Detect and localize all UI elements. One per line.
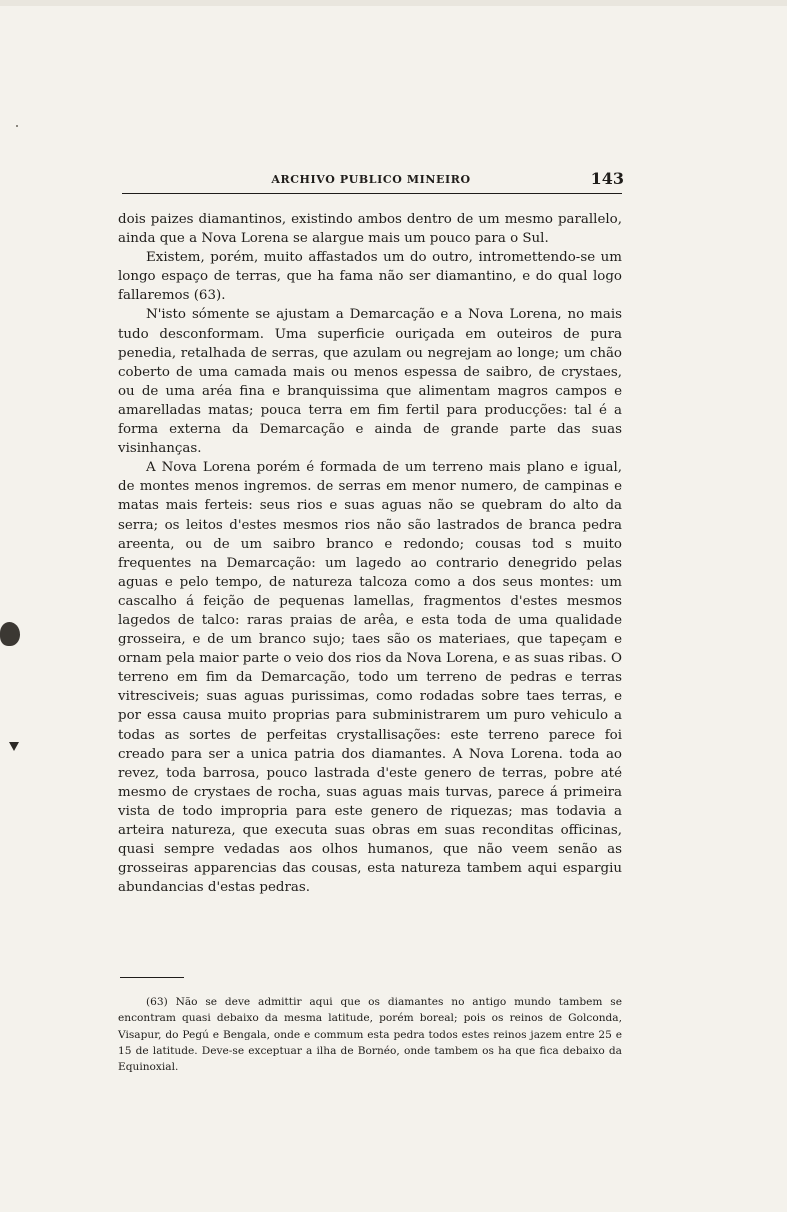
paragraph-4: A Nova Lorena porém é formada de um terreno mais plano e igual, de montes menos ingremos. de serras em menor numero, de campinas e matas mais ferteis: seus rios e suas aguas não se quebram do alto da serra; os leitos d'estes mesmos rios não são lastrados de branca pedra areenta, ou de um saibro branco e redondo; cousas tod s muito frequentes na Demarcação: um lagedo ao contrario denegrido pelas aguas e pelo tempo, de natureza talcoza como a dos seus montes: um cascalho á feição de pequenas lamellas, fragmentos d'estes mesmos lagedos de talco: raras praias de arêa, e esta toda de uma qualidade grosseira, e de um branco sujo; taes são os materiaes, que tapeçam e ornam pela maior parte o veio dos rios da Nova Lorena, e as suas ribas. O terreno em fim da Demarcação, todo um terreno de pedras e terras vitresciveis; suas aguas purissimas, como rodadas sobre taes terras, e por essa causa muito proprias para subministrarem um puro vehiculo a todas as sortes de perfeitas crystallisações: este terreno parece foi creado para ser a unica patria dos diamantes. A Nova Lorena. toda ao revez, toda barrosa, pouco lastrada d'este genero de terras, pobre até mesmo de crystaes de rocha, suas aguas mais turvas, parece á primeira vista de todo impropria para este genero de riquezas; mas todavia a arteira natureza, que executa suas obras em suas reconditas officinas, quasi sempre vedadas aos olhos humanos, que não veem senão as grosseiras apparencias das cousas, esta natureza tambem aqui espargiu abundancias d'estas pedras. (118, 460, 622, 896)
page-number: 143 (590, 169, 624, 188)
margin-arrow-mark (9, 742, 19, 751)
ink-blot-mark (0, 622, 20, 646)
running-title: ARCHIVO PUBLICO MINEIRO (271, 173, 471, 186)
scan-speck (16, 125, 18, 127)
paragraph-1: dois paizes diamantinos, existindo ambos dentro de um mesmo parallelo, ainda que a Nova Lorena se alargue mais um pouco para o Sul. (118, 212, 622, 247)
page-header (118, 169, 624, 192)
footnote-rule (120, 977, 184, 978)
scan-top-edge (0, 0, 787, 6)
footnote-text: (63) Não se deve admittir aqui que os diamantes no antigo mundo tambem se encontram quasi debaixo da mesma latitude, porém boreal; pois os reinos de Golconda, Visapur, do Pegú e Bengala, onde e commum esta pedra todos estes reinos jazem entre 25 e 15 de latitude. Deve-se exceptuar a ilha de Bornéo, onde tambem os ha que fica debaixo da Equinoxial. (118, 996, 622, 1074)
body-text (118, 210, 622, 897)
footnote (118, 994, 622, 1075)
paragraph-2: Existem, porém, muito affastados um do outro, intromettendo-se um longo espaço de terras, que ha fama não ser diamantino, e do qual logo fallaremos (63). (118, 250, 622, 304)
paragraph-3: N'isto sómente se ajustam a Demarcação e a Nova Lorena, no mais tudo desconformam. Uma superficie ouriçada em outeiros de pura penedia, retalhada de serras, que azulam ou negrejam ao longe; um chão coberto de uma camada mais ou menos espessa de saibro, de crystaes, ou de uma aréa fina e branquissima que alimentam magros campos e amarelladas matas; pouca terra em fim fertil para producções: tal é a forma externa da Demarcação e ainda de grande parte das suas visinhanças. (118, 307, 622, 457)
header-rule (122, 193, 622, 194)
